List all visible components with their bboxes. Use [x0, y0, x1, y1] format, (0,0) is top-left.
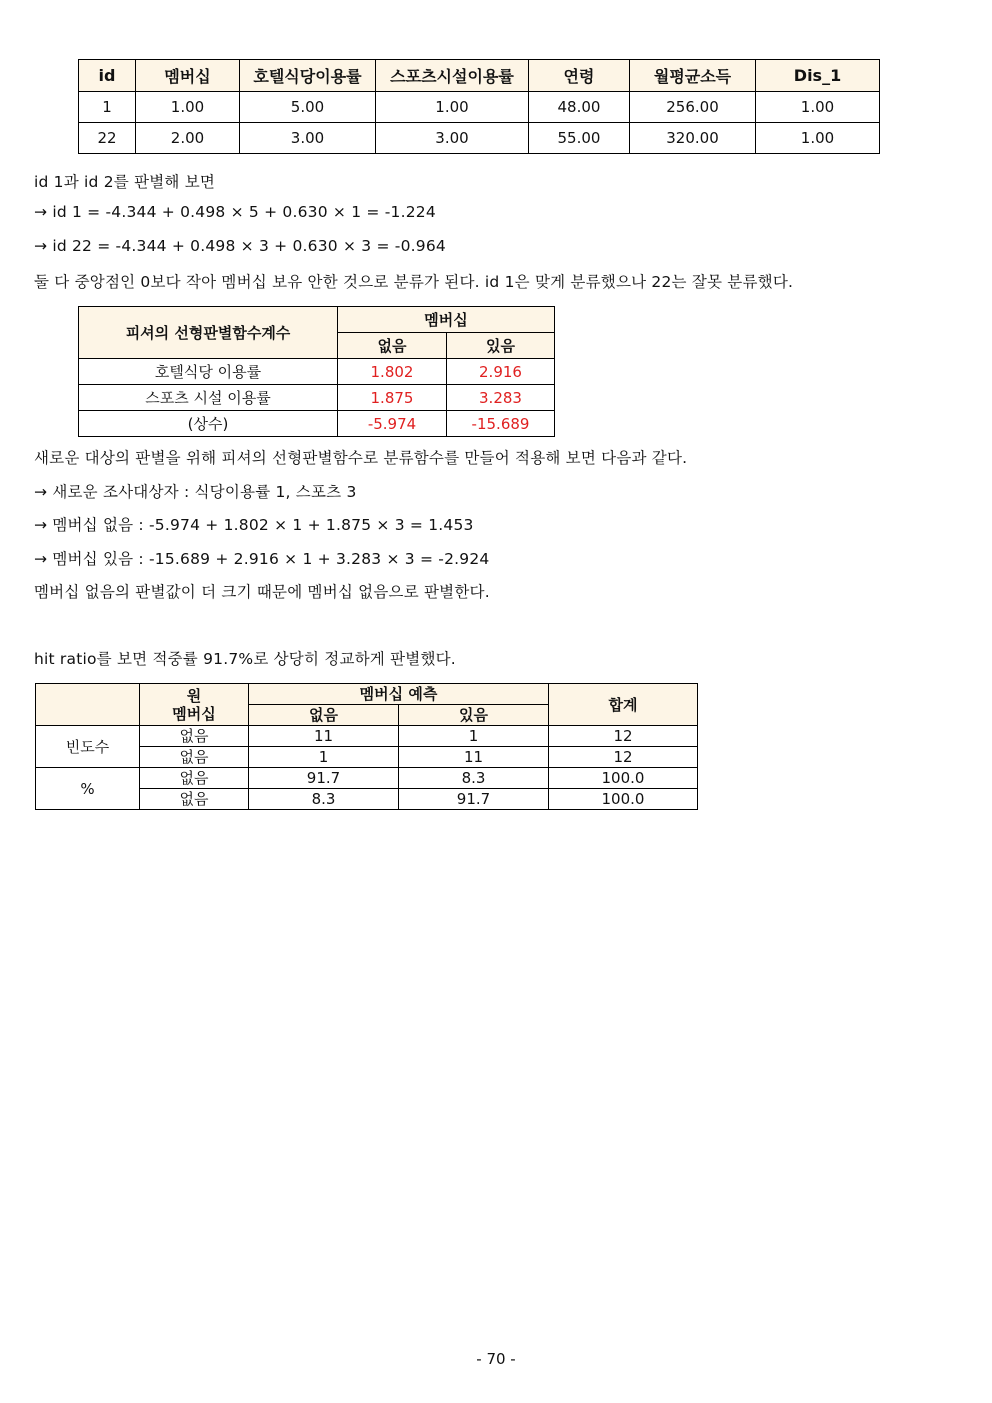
body-text: hit ratio를 보면 적중률 91.7%로 상당히 정교하게 판별했다. — [34, 650, 456, 668]
table-header-row — [36, 684, 698, 705]
table-header-row — [79, 307, 555, 333]
body-text: id 1과 id 2를 판별해 보면 — [34, 173, 216, 191]
header-line: 멤버십 — [172, 704, 216, 723]
table-cell: 1.00 — [376, 92, 529, 123]
table-corner-label: 피셔의 선형판별함수계수 — [79, 307, 338, 359]
table-cell: 22 — [79, 123, 136, 154]
original-membership-header — [140, 684, 249, 726]
table-cell: 1.00 — [756, 123, 880, 154]
table-cell: 5.00 — [240, 92, 376, 123]
table-cell: 1.802 — [338, 359, 447, 385]
table-header-row — [79, 60, 880, 92]
header-line: 원 — [186, 686, 202, 705]
col-header: id — [79, 60, 136, 92]
table-cell: 1 — [79, 92, 136, 123]
table-cell: 100.0 — [549, 768, 698, 789]
table-cell: 3.00 — [376, 123, 529, 154]
table-cell: 11 — [249, 726, 399, 747]
row-label: 없음 — [140, 768, 249, 789]
table-cell: -15.689 — [447, 411, 555, 437]
group-label: 빈도수 — [36, 726, 140, 768]
table-cell: 1.00 — [136, 92, 240, 123]
table-cell: 2.00 — [136, 123, 240, 154]
formula-line: → 멤버십 있음 : -15.689 + 2.916 × 1 + 3.283 × 3 = -2.924 — [34, 550, 490, 568]
formula-line: → id 1 = -4.344 + 0.498 × 5 + 0.630 × 1 = -1.224 — [34, 203, 436, 221]
body-text: 새로운 대상의 판별을 위해 피셔의 선형판별함수로 분류함수를 만들어 적용해 보면 다음과 같다. — [34, 449, 688, 467]
table-cell: 11 — [399, 747, 549, 768]
row-label: 없음 — [140, 747, 249, 768]
formula-line: → 멤버십 없음 : -5.974 + 1.802 × 1 + 1.875 × 3 = 1.453 — [34, 516, 474, 534]
col-header: 스포츠시설이용률 — [376, 60, 529, 92]
col-header: 호텔식당이용률 — [240, 60, 376, 92]
member-data-table — [78, 59, 880, 154]
table-cell: 91.7 — [399, 789, 549, 810]
table-cell: 1.00 — [756, 92, 880, 123]
table-row — [79, 385, 555, 411]
table-row — [79, 123, 880, 154]
table-cell: 12 — [549, 747, 698, 768]
formula-line: → 새로운 조사대상자 : 식당이용률 1, 스포츠 3 — [34, 483, 357, 501]
col-header: 있음 — [447, 333, 555, 359]
col-header: 있음 — [399, 705, 549, 726]
table-cell: -5.974 — [338, 411, 447, 437]
table-cell: 3.283 — [447, 385, 555, 411]
table-cell: 256.00 — [630, 92, 756, 123]
table-cell: 8.3 — [399, 768, 549, 789]
table-corner — [36, 684, 140, 726]
row-label: 호텔식당 이용률 — [79, 359, 338, 385]
row-label: 스포츠 시설 이용률 — [79, 385, 338, 411]
row-label: 없음 — [140, 789, 249, 810]
hit-ratio-table — [35, 683, 698, 810]
table-cell: 2.916 — [447, 359, 555, 385]
row-label: 없음 — [140, 726, 249, 747]
table-row — [36, 768, 698, 789]
col-header: Dis_1 — [756, 60, 880, 92]
group-header: 멤버십 — [338, 307, 555, 333]
col-header: 없음 — [338, 333, 447, 359]
col-header: 연령 — [529, 60, 630, 92]
row-label: (상수) — [79, 411, 338, 437]
fisher-coefficient-table — [78, 306, 555, 437]
table-cell: 1 — [399, 726, 549, 747]
table-cell: 48.00 — [529, 92, 630, 123]
col-header: 없음 — [249, 705, 399, 726]
table-row — [79, 92, 880, 123]
body-text: 둘 다 중앙점인 0보다 작아 멤버십 보유 안한 것으로 분류가 된다. id 1은 맞게 분류했으나 22는 잘못 분류했다. — [34, 273, 794, 291]
table-row — [79, 411, 555, 437]
table-cell: 3.00 — [240, 123, 376, 154]
page-number: - 70 - — [476, 1350, 516, 1368]
col-header: 멤버십 — [136, 60, 240, 92]
table-cell: 8.3 — [249, 789, 399, 810]
table-cell: 55.00 — [529, 123, 630, 154]
table-cell: 1 — [249, 747, 399, 768]
table-cell: 320.00 — [630, 123, 756, 154]
group-label: % — [36, 768, 140, 810]
table-cell: 1.875 — [338, 385, 447, 411]
group-header: 멤버십 예측 — [249, 684, 549, 705]
table-cell: 100.0 — [549, 789, 698, 810]
formula-line: → id 22 = -4.344 + 0.498 × 3 + 0.630 × 3 = -0.964 — [34, 237, 446, 255]
table-row — [36, 726, 698, 747]
body-text: 멤버십 없음의 판별값이 더 크기 때문에 멤버십 없음으로 판별한다. — [34, 583, 490, 601]
table-row — [79, 359, 555, 385]
table-cell: 91.7 — [249, 768, 399, 789]
table-cell: 12 — [549, 726, 698, 747]
col-header: 월평균소득 — [630, 60, 756, 92]
total-header: 합계 — [549, 684, 698, 726]
